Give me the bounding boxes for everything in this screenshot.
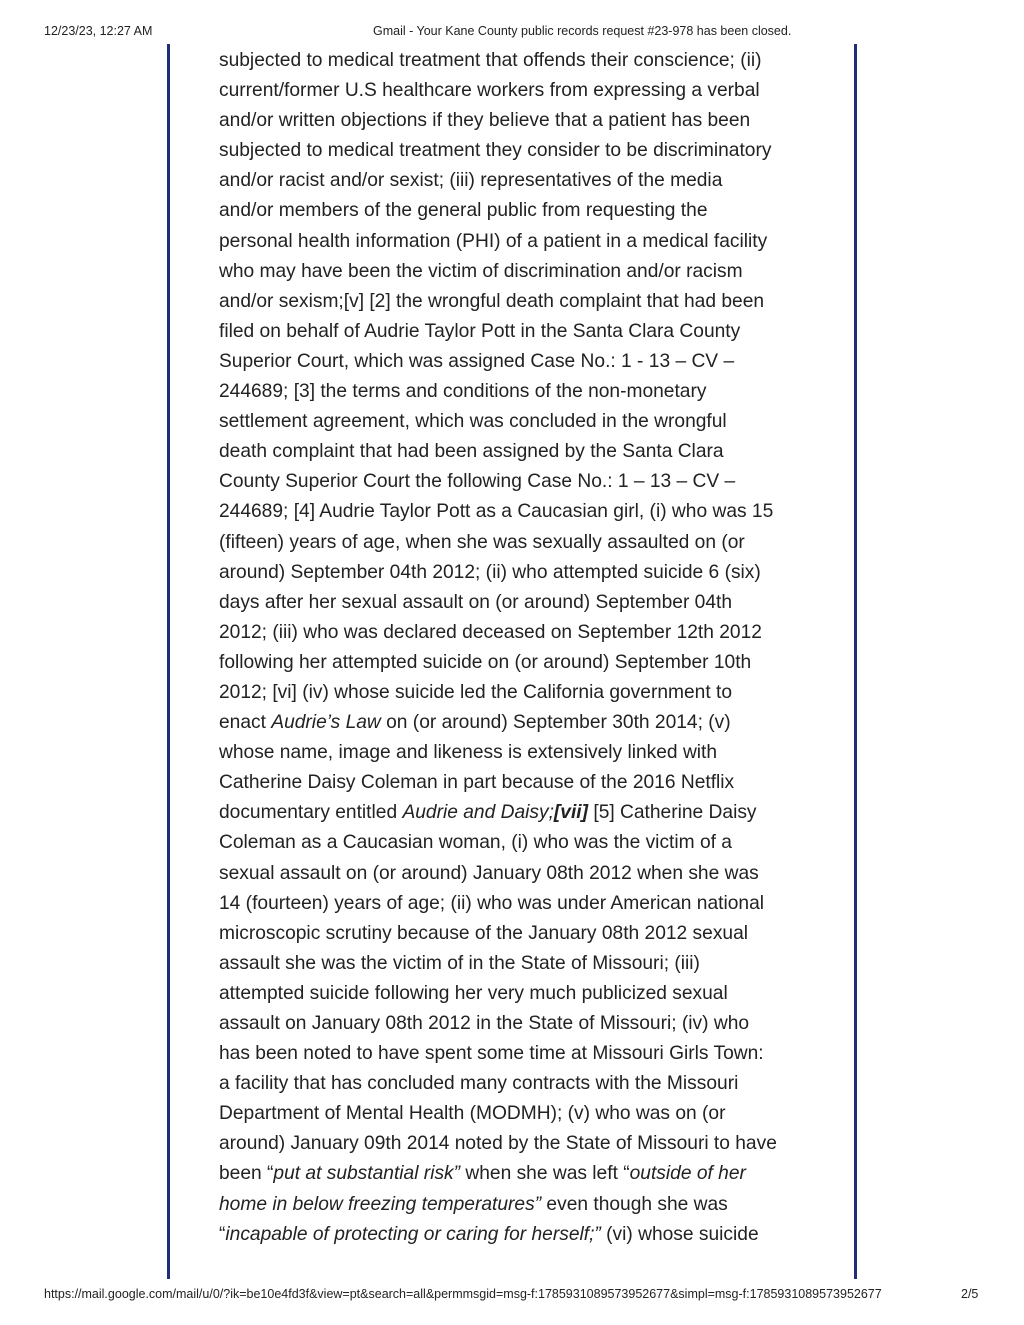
text-segment: documentary entitled [219, 802, 403, 824]
emphasized-text-segment: outside of her [629, 1163, 746, 1185]
body-text-line [219, 919, 819, 949]
text-segment: County Superior Court the following Case No.: 1 – 13 – CV – [219, 471, 736, 493]
text-segment: attempted suicide following her very much publicized sexual [219, 982, 728, 1004]
body-text-line [219, 1159, 819, 1189]
emphasized-text-segment: incapable of protecting or caring for herself;” [225, 1223, 601, 1245]
text-segment: current/former U.S healthcare workers from expressing a verbal [219, 80, 760, 102]
text-segment: assault she was the victim of in the State of Missouri; (iii) [219, 952, 700, 974]
body-text-line [219, 136, 819, 166]
text-segment: 2012; [vi] (iv) whose suicide led the California government to [219, 681, 732, 703]
body-text-line [219, 949, 819, 979]
quote-bar-right [854, 44, 857, 1279]
text-segment: days after her sexual assault on (or around) September 04th [219, 591, 733, 613]
body-text-line [219, 618, 819, 648]
text-segment: subjected to medical treatment they consider to be discriminatory [219, 140, 772, 162]
body-text-line [219, 467, 819, 497]
text-segment: settlement agreement, which was concluded in the wrongful [219, 411, 727, 433]
emphasized-text-segment: Audrie and Daisy; [402, 802, 554, 824]
print-footer-url: https://mail.google.com/mail/u/0/?ik=be10e4fd3f&view=pt&search=all&permmsgid=msg-f:1785931089573952677&simpl=msg-f:1785931089573952677 [44, 1287, 882, 1301]
text-segment: 244689; [3] the terms and conditions of the non-monetary [219, 381, 707, 403]
text-segment: and/or racist and/or sexist; (iii) representatives of the media [219, 170, 723, 192]
emphasized-text-segment: home in below freezing temperatures” [219, 1193, 542, 1215]
text-segment: 2012; (iii) who was declared deceased on September 12th 2012 [219, 621, 762, 643]
body-text-line [219, 227, 819, 257]
text-segment: [5] Catherine Daisy [588, 802, 757, 824]
body-text-line [219, 558, 819, 588]
body-text-line [219, 317, 819, 347]
text-segment: and/or members of the general public from requesting the [219, 200, 708, 222]
text-segment: around) January 09th 2014 noted by the State of Missouri to have [219, 1133, 777, 1155]
emphasized-text-segment: put at substantial risk” [273, 1163, 461, 1185]
text-segment: even though she was [541, 1193, 728, 1215]
emphasized-text-segment: [vii] [553, 802, 589, 824]
text-segment: around) September 04th 2012; (ii) who attempted suicide 6 (six) [219, 561, 761, 583]
text-segment: subjected to medical treatment that offends their conscience; (ii) [219, 50, 762, 71]
body-text-line [219, 889, 819, 919]
body-text-line [219, 407, 819, 437]
body-text-line [219, 798, 819, 828]
text-segment: following her attempted suicide on (or around) September 10th [219, 651, 752, 673]
body-text-line [219, 166, 819, 196]
text-segment: personal health information (PHI) of a patient in a medical facility [219, 230, 768, 252]
body-text-line [219, 1039, 819, 1069]
body-text-line [219, 1190, 819, 1220]
body-text-line [219, 76, 819, 106]
body-text-line [219, 1009, 819, 1039]
body-text-line [219, 648, 819, 678]
body-text-line [219, 678, 819, 708]
body-text-line [219, 347, 819, 377]
text-segment: has been noted to have spent some time at Missouri Girls Town: [219, 1043, 764, 1065]
text-segment: on (or around) September 30th 2014; (v) [380, 712, 731, 734]
text-segment: who may have been the victim of discrimination and/or racism [219, 260, 743, 282]
body-text-line [219, 828, 819, 858]
body-text-line [219, 1129, 819, 1159]
body-text-line [219, 588, 819, 618]
body-text-line [219, 196, 819, 226]
body-text-line [219, 287, 819, 317]
body-text-line [219, 979, 819, 1009]
body-text-line [219, 1220, 819, 1250]
body-text-line [219, 377, 819, 407]
email-body-text [219, 46, 819, 1250]
body-text-line [219, 768, 819, 798]
body-text-line [219, 497, 819, 527]
print-page-number: 2/5 [961, 1287, 979, 1301]
text-segment: Coleman as a Caucasian woman, (i) who was the victim of a [219, 832, 732, 854]
text-segment: death complaint that had been assigned by the Santa Clara [219, 441, 724, 463]
text-segment: whose name, image and likeness is extensively linked with [219, 742, 718, 764]
body-text-line [219, 106, 819, 136]
body-text-line [219, 1099, 819, 1129]
text-segment: sexual assault on (or around) January 08th 2012 when she was [219, 862, 759, 884]
text-segment: microscopic scrutiny because of the January 08th 2012 sexual [219, 922, 749, 944]
text-segment: 244689; [4] Audrie Taylor Pott as a Caucasian girl, (i) who was 15 [219, 501, 774, 523]
text-segment: and/or sexism;[v] [2] the wrongful death complaint that had been [219, 290, 765, 312]
text-segment: 14 (fourteen) years of age; (ii) who was under American national [219, 892, 764, 914]
body-text-line [219, 738, 819, 768]
body-text-line [219, 437, 819, 467]
text-segment: when she was left “ [460, 1163, 630, 1185]
body-text-line [219, 528, 819, 558]
text-segment: assault on January 08th 2012 in the State of Missouri; (iv) who [219, 1013, 750, 1034]
body-text-line [219, 46, 819, 76]
text-segment: Department of Mental Health (MODMH); (v) who was on (or [219, 1103, 726, 1125]
print-page-title: Gmail - Your Kane County public records request #23-978 has been closed. [373, 24, 792, 38]
emphasized-text-segment: Audrie’s Law [271, 712, 381, 734]
body-text-line [219, 859, 819, 889]
body-text-line [219, 1069, 819, 1099]
text-segment: (fifteen) years of age, when she was sexually assaulted on (or [219, 531, 745, 553]
text-segment: a facility that has concluded many contracts with the Missouri [219, 1073, 739, 1095]
text-segment: and/or written objections if they believe that a patient has been [219, 110, 751, 132]
body-text-line [219, 708, 819, 738]
text-segment: Catherine Daisy Coleman in part because of the 2016 Netflix [219, 772, 735, 794]
quote-bar-left [167, 44, 170, 1279]
text-segment: been “ [219, 1163, 274, 1185]
print-datetime: 12/23/23, 12:27 AM [44, 24, 153, 38]
text-segment: filed on behalf of Audrie Taylor Pott in the Santa Clara County [219, 320, 741, 342]
body-text-line [219, 257, 819, 287]
text-segment: (vi) whose suicide [600, 1223, 759, 1245]
text-segment: Superior Court, which was assigned Case No.: 1 - 13 – CV – [219, 350, 735, 372]
text-segment: “ [219, 1223, 226, 1245]
text-segment: enact [219, 712, 272, 734]
